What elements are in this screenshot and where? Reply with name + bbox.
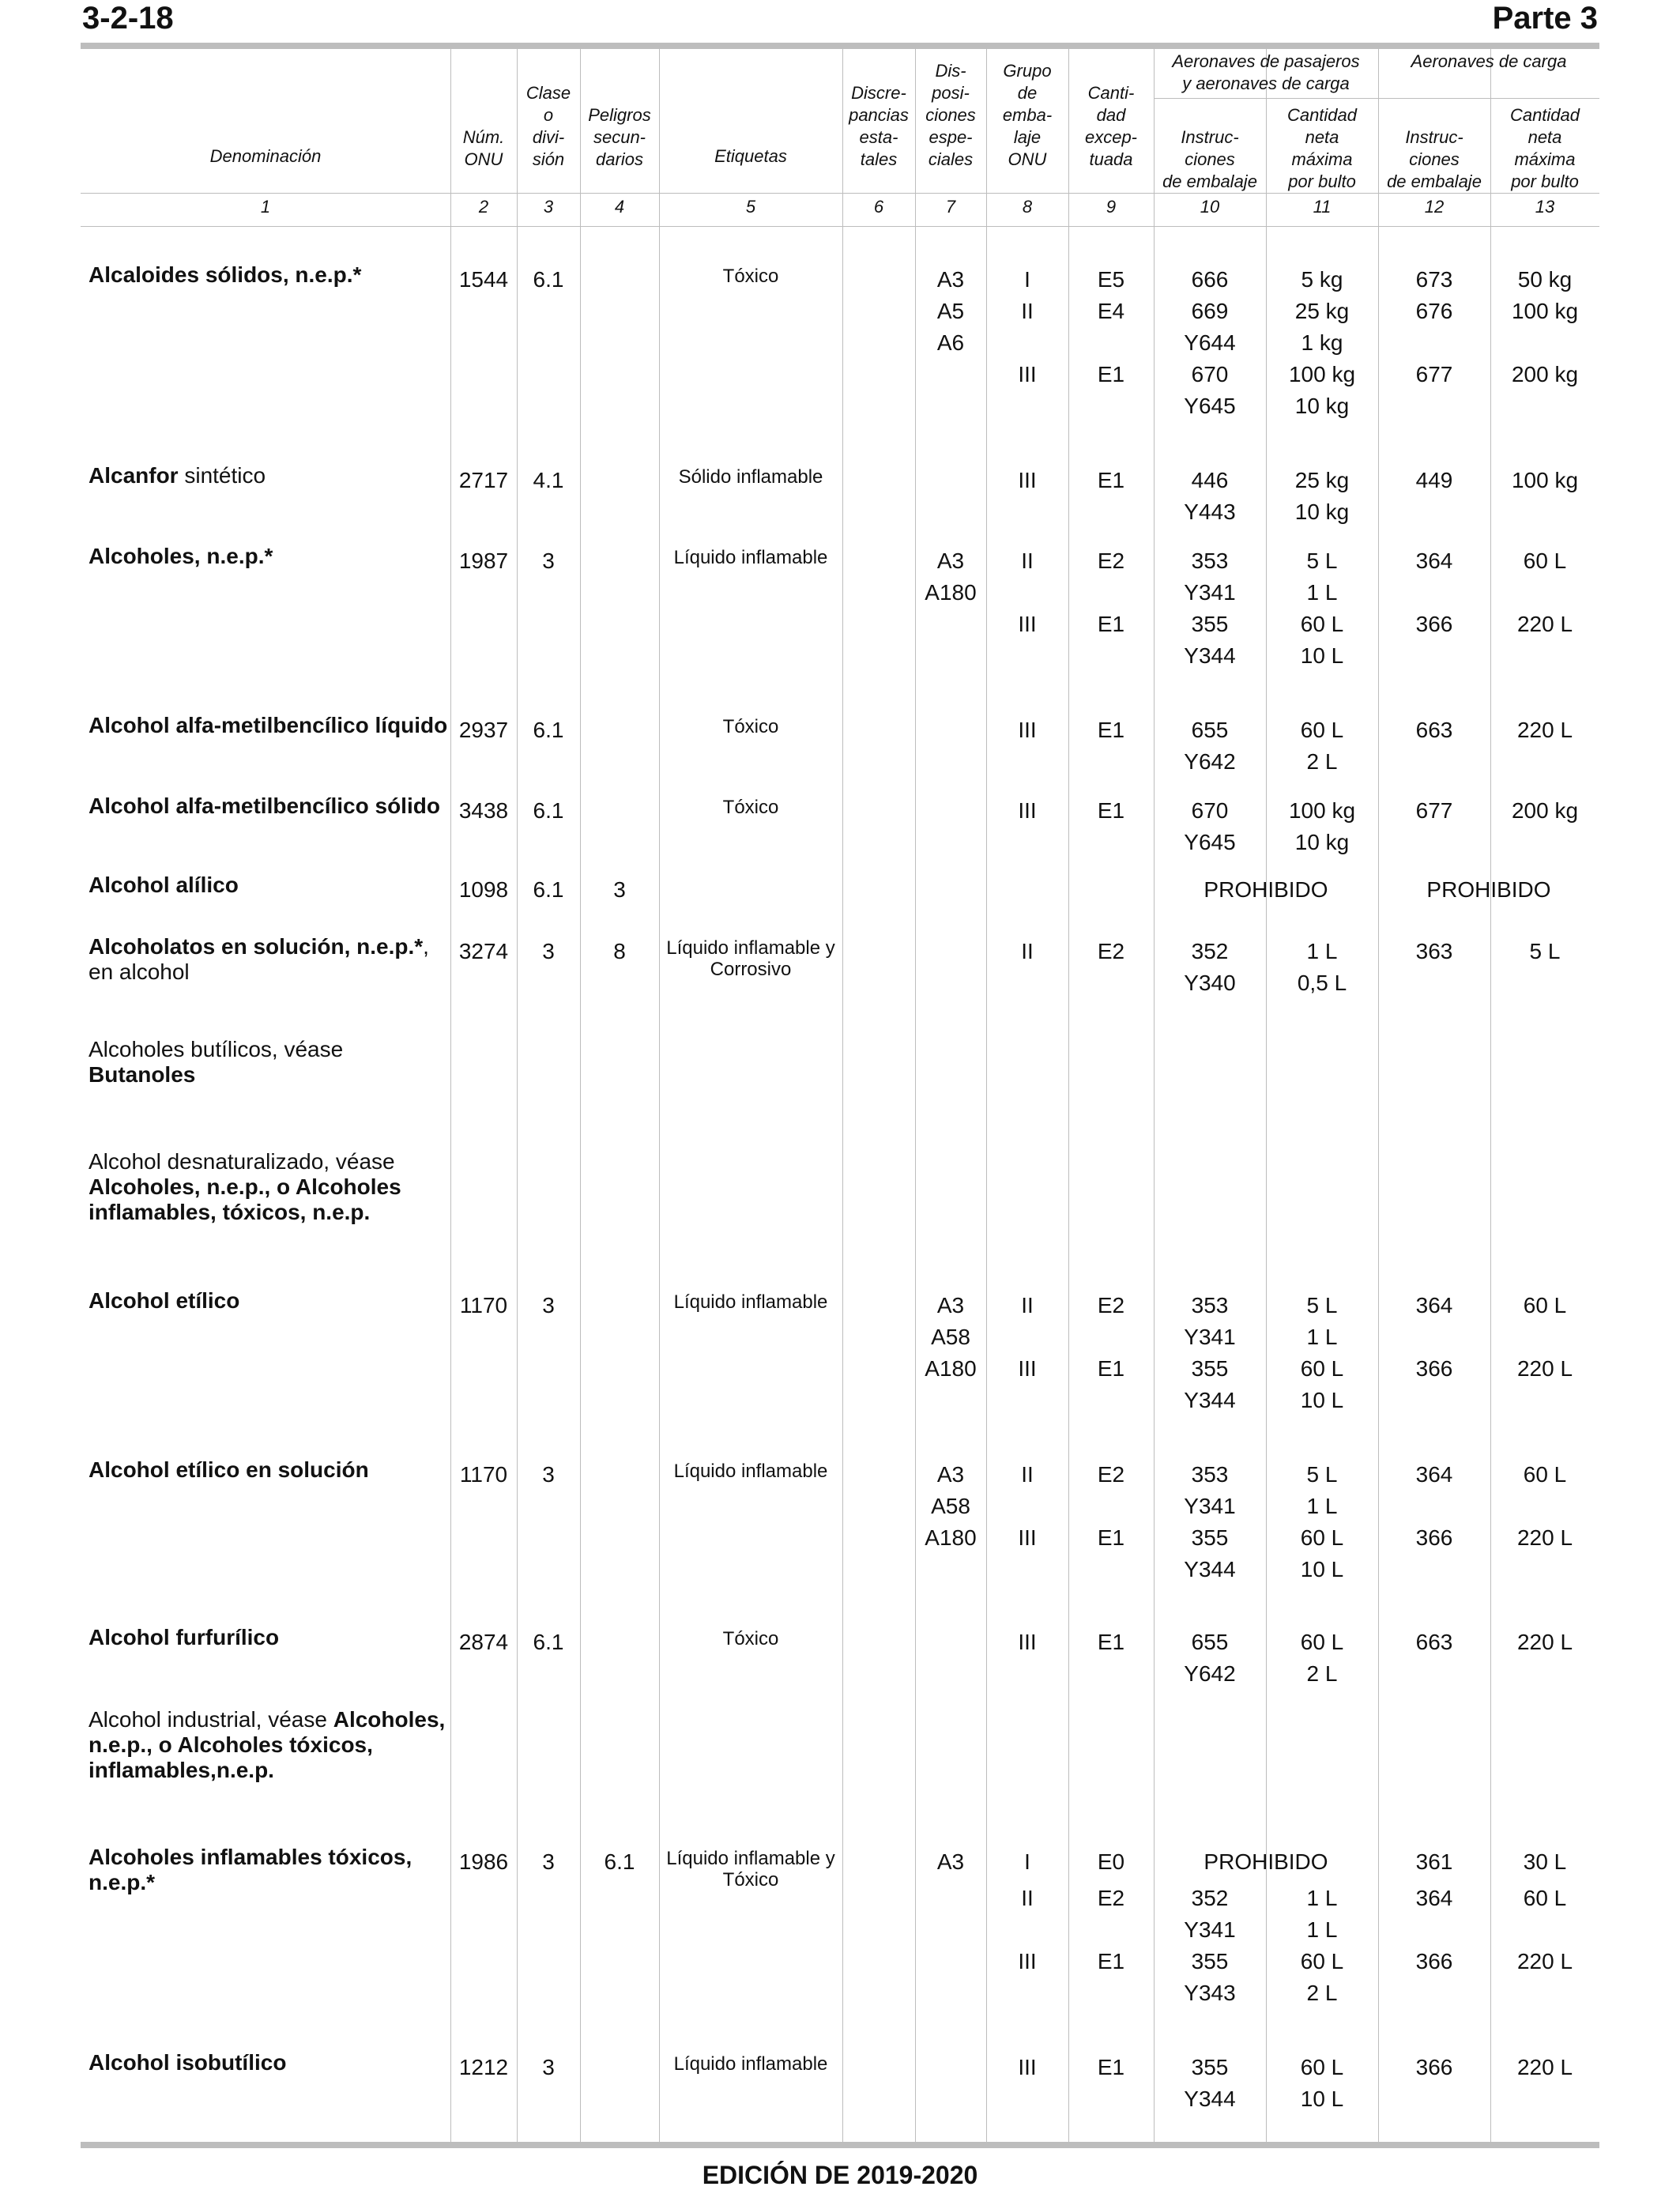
hazard-class: 6.1	[533, 267, 564, 292]
pax-forbidden: PROHIBIDO	[1203, 877, 1328, 902]
pax-packing-instruction: 666 669 Y644 670 Y645	[1184, 267, 1236, 418]
column-number: 7	[945, 197, 956, 217]
header-pasajeros-group: Aeronaves de pasajeros y aeronaves de carga	[1172, 51, 1360, 93]
hazard-label: Líquido inflamable	[673, 2053, 828, 2075]
pax-max-quantity: 1 L 1 L 60 L 2 L	[1300, 1886, 1344, 2005]
excepted-quantity: E5 E4 E1	[1097, 267, 1125, 386]
excepted-quantity: E2 E1	[1097, 1293, 1125, 1381]
packing-group: III	[1018, 798, 1037, 823]
excepted-quantity: E1	[1097, 2055, 1125, 2079]
edition-footer: EDICIÓN DE 2019-2020	[702, 2161, 978, 2189]
pax-packing-instruction: 655 Y642	[1184, 718, 1236, 774]
header-bottom-line	[81, 193, 1599, 194]
excepted-quantity: E2	[1097, 939, 1125, 963]
entry-name: Alcohol isobutílico	[89, 2050, 287, 2075]
cao-max-quantity: 60 L 220 L	[1516, 1886, 1573, 1973]
pax-packing-instruction: 352 Y341 355 Y343	[1184, 1886, 1236, 2005]
column-number: 9	[1106, 197, 1117, 217]
column-divider	[659, 49, 660, 2142]
entry-name: Alcoholes, n.e.p.*	[89, 544, 273, 568]
column-number: 2	[478, 197, 489, 217]
entry-name: Alcohol etílico en solución	[89, 1457, 369, 1482]
subsidiary-hazard: 6.1	[604, 1849, 635, 1874]
hazard-label: Líquido inflamable y Tóxico	[666, 1848, 835, 1891]
column-number: 4	[614, 197, 625, 217]
excepted-quantity: E1	[1097, 1630, 1125, 1654]
pax-max-quantity: 60 L 10 L	[1300, 2055, 1344, 2111]
pax-max-quantity: 60 L 2 L	[1300, 718, 1344, 774]
pax-max-quantity: 5 L 1 L 60 L 10 L	[1300, 548, 1344, 668]
hazard-label: Líquido inflamable	[673, 1291, 828, 1313]
excepted-quantity: E2 E1	[1097, 1462, 1125, 1550]
un-number: 1170	[459, 1462, 508, 1487]
hazard-class: 6.1	[533, 798, 564, 823]
header-cantidad: Canti- dad excep- tuada	[1084, 83, 1138, 169]
packing-group: III	[1018, 468, 1037, 492]
un-number: 1212	[458, 2055, 509, 2079]
pax-packing-instruction: 670 Y645	[1184, 798, 1236, 854]
cao-max-quantity: 30 L	[1523, 1849, 1567, 1874]
header-group-divider	[1154, 98, 1599, 99]
header-instr-pax: Instruc- ciones de embalaje	[1162, 127, 1257, 191]
column-divider	[842, 49, 843, 2142]
cao-packing-instruction: 677	[1415, 798, 1453, 823]
hazard-class: 3	[542, 1293, 555, 1318]
cao-packing-instruction: 364 366	[1415, 1886, 1453, 1973]
header-num-onu: Núm. ONU	[462, 127, 505, 169]
packing-group: III	[1018, 2055, 1037, 2079]
pax-packing-instruction: 353 Y341 355 Y344	[1184, 1293, 1236, 1412]
un-number: 2937	[458, 718, 509, 742]
excepted-quantity: E0	[1097, 1849, 1125, 1874]
cao-packing-instruction: 449	[1415, 468, 1453, 492]
cao-max-quantity: 60 L 220 L	[1516, 1293, 1573, 1381]
column-divider	[517, 49, 518, 2142]
hazard-class: 3	[542, 1462, 555, 1487]
header-etiquetas: Etiquetas	[714, 146, 787, 166]
pax-packing-instruction: 353 Y341 355 Y344	[1184, 1462, 1236, 1581]
cao-packing-instruction: 673 676 677	[1415, 267, 1453, 386]
un-number: 1544	[458, 267, 509, 292]
packing-group: III	[1018, 1630, 1037, 1654]
cross-reference-entry: Alcoholes butílicos, véase Butanoles	[89, 1037, 344, 1087]
column-number: 10	[1200, 197, 1220, 217]
cross-reference-entry: Alcohol desnaturalizado, véase Alcoholes, n.e.p., o Alcoholes inflamables, tóxicos, n.e.p.	[89, 1149, 401, 1224]
entry-name: Alcoholatos en solución, n.e.p.*, en alcohol	[89, 934, 429, 984]
cao-forbidden: PROHIBIDO	[1426, 877, 1551, 902]
header-carga-group: Aeronaves de carga	[1411, 51, 1567, 71]
pax-max-quantity: 5 L 1 L 60 L 10 L	[1300, 1293, 1344, 1412]
excepted-quantity: E1	[1097, 468, 1125, 492]
un-number: 1170	[459, 1293, 508, 1318]
hazard-class: 6.1	[533, 877, 564, 902]
excepted-quantity: E2 E1	[1097, 548, 1125, 636]
packing-group: II III	[1018, 1293, 1037, 1381]
header-discrepancias: Discre- pancias esta- tales	[849, 83, 909, 169]
hazard-class: 4.1	[533, 468, 564, 492]
cao-packing-instruction: 363	[1415, 939, 1453, 963]
excepted-quantity: E2 E1	[1097, 1886, 1125, 1973]
hazard-label: Tóxico	[722, 716, 779, 737]
column-divider	[450, 49, 451, 2142]
pax-max-quantity: 100 kg 10 kg	[1288, 798, 1356, 854]
packing-group: I II III	[1018, 267, 1037, 386]
column-number: 5	[745, 197, 756, 217]
entry-name: Alcohol etílico	[89, 1288, 240, 1313]
cao-packing-instruction: 364 366	[1415, 548, 1453, 636]
pax-packing-instruction: 352 Y340	[1184, 939, 1236, 995]
column-number: 6	[873, 197, 884, 217]
hazard-label: Líquido inflamable	[673, 547, 828, 568]
pax-max-quantity: 1 L 0,5 L	[1297, 939, 1347, 995]
excepted-quantity: E1	[1097, 718, 1125, 742]
entry-name: Alcanfor sintético	[89, 463, 266, 488]
entry-name: Alcohol alílico	[89, 873, 239, 897]
packing-group: III	[1018, 718, 1037, 742]
subsidiary-hazard: 3	[613, 877, 626, 902]
special-provisions: A3 A180	[925, 548, 977, 605]
cao-max-quantity: 50 kg 100 kg 200 kg	[1511, 267, 1579, 386]
pax-max-quantity: 5 kg 25 kg 1 kg 100 kg 10 kg	[1288, 267, 1356, 418]
hazard-label: Tóxico	[722, 266, 779, 287]
special-provisions: A3 A58 A180	[925, 1293, 977, 1381]
header-denominacion: Denominación	[209, 146, 322, 166]
top-rule	[81, 43, 1599, 49]
un-number: 2874	[458, 1630, 509, 1654]
hazard-class: 3	[542, 548, 555, 573]
header-instr-carga: Instruc- ciones de embalaje	[1387, 127, 1482, 191]
column-number: 12	[1424, 197, 1445, 217]
bottom-rule	[81, 2142, 1599, 2148]
pax-packing-instruction: 655 Y642	[1184, 1630, 1236, 1686]
packing-group: I	[1024, 1849, 1030, 1874]
cao-max-quantity: 220 L	[1516, 1630, 1573, 1654]
cao-packing-instruction: 366	[1415, 2055, 1453, 2079]
hazard-label: Líquido inflamable	[673, 1461, 828, 1482]
un-number: 2717	[458, 468, 509, 492]
pax-max-quantity: 25 kg 10 kg	[1294, 468, 1350, 524]
cross-reference-entry: Alcohol industrial, véase Alcoholes, n.e.p., o Alcoholes tóxicos, inflamables,n.e.p.	[89, 1707, 446, 1782]
hazard-class: 3	[542, 939, 555, 963]
hazard-class: 6.1	[533, 718, 564, 742]
un-number: 3274	[458, 939, 509, 963]
hazard-label: Tóxico	[722, 797, 779, 818]
hazard-label: Sólido inflamable	[678, 466, 823, 488]
column-number: 8	[1022, 197, 1033, 217]
column-number: 11	[1313, 197, 1332, 217]
pax-packing-instruction: 353 Y341 355 Y344	[1184, 548, 1236, 668]
special-provisions: A3 A58 A180	[925, 1462, 977, 1550]
column-divider	[915, 49, 916, 2142]
un-number: 3438	[458, 798, 509, 823]
hazard-label: Líquido inflamable y Corrosivo	[666, 937, 835, 980]
un-number: 1987	[458, 548, 509, 573]
packing-group: II III	[1018, 1462, 1037, 1550]
header-grupo: Grupo de emba- laje ONU	[1002, 61, 1053, 169]
cao-max-quantity: 200 kg	[1511, 798, 1579, 823]
pax-max-quantity: 5 L 1 L 60 L 10 L	[1300, 1462, 1344, 1581]
header-cant-carga: Cantidad neta máxima por bulto	[1509, 105, 1580, 191]
entry-name: Alcohol furfurílico	[89, 1625, 280, 1649]
special-provisions: A3	[936, 1849, 965, 1874]
cao-max-quantity: 220 L	[1516, 2055, 1573, 2079]
column-divider	[580, 49, 581, 2142]
cao-packing-instruction: 364 366	[1415, 1462, 1453, 1550]
hazard-class: 3	[542, 1849, 555, 1874]
un-number: 1098	[458, 877, 509, 902]
excepted-quantity: E1	[1097, 798, 1125, 823]
page-code: 3-2-18	[82, 1, 174, 36]
column-number: 13	[1535, 197, 1555, 217]
cao-packing-instruction: 361	[1415, 1849, 1453, 1874]
hazard-class: 3	[542, 2055, 555, 2079]
hazard-label: Tóxico	[722, 1628, 779, 1649]
packing-group: II III	[1018, 548, 1037, 636]
cao-max-quantity: 100 kg	[1511, 468, 1579, 492]
packing-group: II III	[1018, 1886, 1037, 1973]
pax-packing-instruction: 355 Y344	[1184, 2055, 1236, 2111]
cao-max-quantity: 60 L 220 L	[1516, 548, 1573, 636]
pax-packing-instruction: 446 Y443	[1184, 468, 1236, 524]
hazard-class: 6.1	[533, 1630, 564, 1654]
entry-name: Alcaloides sólidos, n.e.p.*	[89, 262, 362, 287]
cao-packing-instruction: 663	[1415, 718, 1453, 742]
column-number: 1	[260, 197, 271, 217]
cao-max-quantity: 5 L	[1529, 939, 1561, 963]
header-clase: Clase o divi- sión	[525, 83, 571, 169]
header-cant-pax: Cantidad neta máxima por bulto	[1286, 105, 1358, 191]
subsidiary-hazard: 8	[613, 939, 626, 963]
part-label: Parte 3	[1492, 1, 1598, 36]
entry-name: Alcoholes inflamables tóxicos, n.e.p.*	[89, 1845, 412, 1894]
header-peligros: Peligros secun- darios	[588, 105, 651, 169]
pax-forbidden: PROHIBIDO	[1203, 1849, 1328, 1874]
column-number-line	[81, 226, 1599, 227]
cao-packing-instruction: 663	[1415, 1630, 1453, 1654]
pax-max-quantity: 60 L 2 L	[1300, 1630, 1344, 1686]
packing-group: II	[1021, 939, 1034, 963]
column-number: 3	[543, 197, 554, 217]
cao-max-quantity: 60 L 220 L	[1516, 1462, 1573, 1550]
header-disposiciones: Dis- posi- ciones espe- ciales	[925, 61, 976, 169]
special-provisions: A3 A5 A6	[936, 267, 965, 355]
entry-name: Alcohol alfa-metilbencílico líquido	[89, 713, 448, 737]
cao-max-quantity: 220 L	[1516, 718, 1573, 742]
un-number: 1986	[458, 1849, 509, 1874]
cao-packing-instruction: 364 366	[1415, 1293, 1453, 1381]
entry-name: Alcohol alfa-metilbencílico sólido	[89, 794, 440, 818]
